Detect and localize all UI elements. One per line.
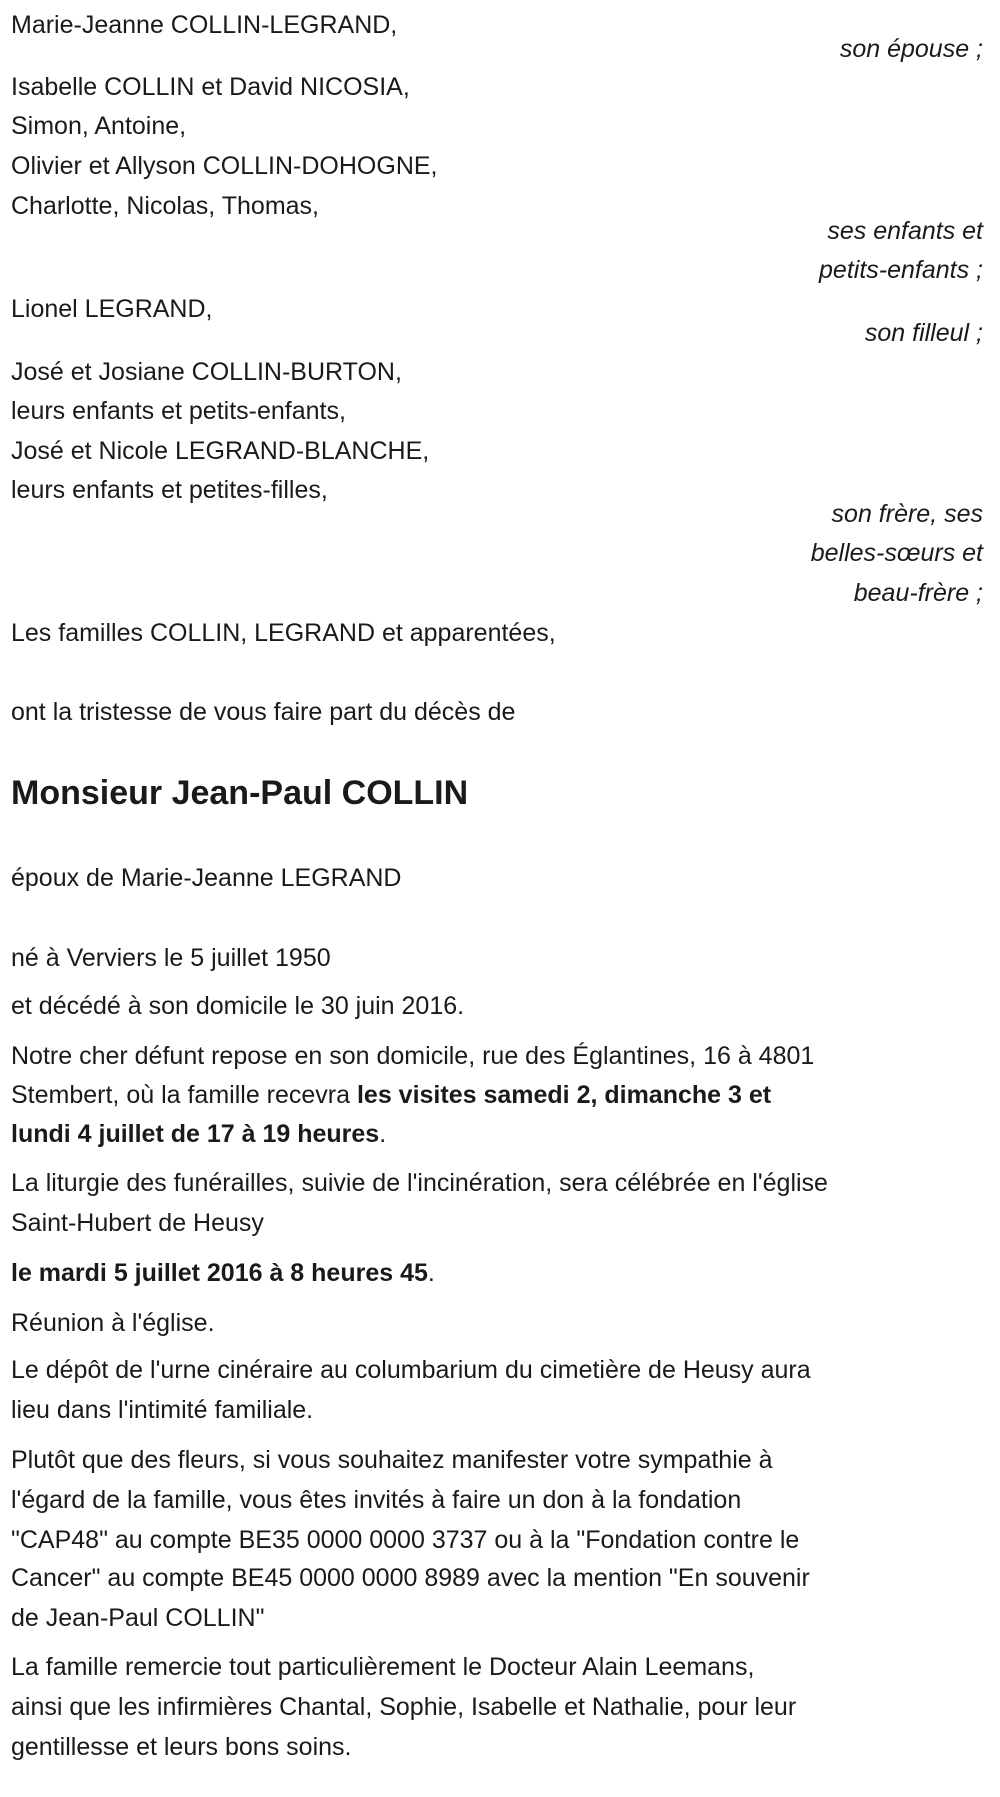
repose-line <box>11 1075 771 1115</box>
donation-line: l'égard de la famille, vous êtes invités à faire un don à la fondation <box>11 1486 742 1514</box>
siblings-line: leurs enfants et petites-filles, <box>11 476 328 504</box>
thanks-line: gentillesse et leurs bons soins. <box>11 1733 352 1761</box>
deceased-name: Monsieur Jean-Paul COLLIN <box>11 774 469 812</box>
urn-line: Le dépôt de l'urne cinéraire au columbarium du cimetière de Heusy aura <box>11 1356 811 1384</box>
siblings-role: beau-frère ; <box>853 579 983 607</box>
thanks-line: La famille remercie tout particulièrement le Docteur Alain Leemans, <box>11 1653 755 1681</box>
spouse-name: Marie-Jeanne COLLIN-LEGRAND, <box>11 11 398 39</box>
liturgy-date-end: . <box>427 1259 435 1287</box>
repose-text: . <box>379 1120 387 1148</box>
visit-times: lundi 4 juillet de 17 à 19 heures <box>11 1120 380 1148</box>
urn-line: lieu dans l'intimité familiale. <box>11 1396 314 1424</box>
visit-times: les visites samedi 2, dimanche 3 et <box>356 1081 772 1109</box>
liturgy-line: Saint-Hubert de Heusy <box>11 1209 264 1237</box>
birth-info: né à Verviers le 5 juillet 1950 <box>11 944 331 972</box>
donation-line: de Jean-Paul COLLIN" <box>11 1604 265 1632</box>
siblings-line: leurs enfants et petits-enfants, <box>11 397 346 425</box>
repose-line <box>11 1114 386 1154</box>
repose-text: Stembert, où la famille recevra <box>11 1081 357 1109</box>
donation-line: Cancer" au compte BE45 0000 0000 8989 avec la mention "En souvenir <box>11 1564 810 1592</box>
spouse-of: époux de Marie-Jeanne LEGRAND <box>11 864 402 892</box>
families-line: Les familles COLLIN, LEGRAND et apparentées, <box>11 619 556 647</box>
siblings-line: José et Nicole LEGRAND-BLANCHE, <box>11 437 430 465</box>
siblings-role: son frère, ses <box>831 500 983 528</box>
children-line: Charlotte, Nicolas, Thomas, <box>11 192 319 220</box>
children-role: petits-enfants ; <box>819 256 983 284</box>
repose-line: Notre cher défunt repose en son domicile, rue des Églantines, 16 à 4801 <box>11 1042 815 1070</box>
siblings-line: José et Josiane COLLIN-BURTON, <box>11 358 402 386</box>
meeting-info: Réunion à l'église. <box>11 1309 215 1337</box>
children-line: Olivier et Allyson COLLIN-DOHOGNE, <box>11 152 438 180</box>
donation-line: "CAP48" au compte BE35 0000 0000 3737 ou à la "Fondation contre le <box>11 1526 800 1554</box>
children-role: ses enfants et <box>827 217 983 245</box>
godson-role: son filleul ; <box>864 319 983 347</box>
liturgy-line: La liturgie des funérailles, suivie de l'incinération, sera célébrée en l'église <box>11 1169 828 1197</box>
funeral-datetime: le mardi 5 juillet 2016 à 8 heures 45 <box>11 1259 428 1287</box>
liturgy-date <box>11 1253 435 1293</box>
thanks-line: ainsi que les infirmières Chantal, Sophie, Isabelle et Nathalie, pour leur <box>11 1693 797 1721</box>
announcement: ont la tristesse de vous faire part du décès de <box>11 698 516 726</box>
siblings-role: belles-sœurs et <box>810 539 983 567</box>
children-line: Simon, Antoine, <box>11 112 187 140</box>
donation-line: Plutôt que des fleurs, si vous souhaitez manifester votre sympathie à <box>11 1446 773 1474</box>
death-info: et décédé à son domicile le 30 juin 2016. <box>11 992 465 1020</box>
spouse-role: son épouse ; <box>839 35 983 63</box>
children-line: Isabelle COLLIN et David NICOSIA, <box>11 73 410 101</box>
godson-name: Lionel LEGRAND, <box>11 295 213 323</box>
